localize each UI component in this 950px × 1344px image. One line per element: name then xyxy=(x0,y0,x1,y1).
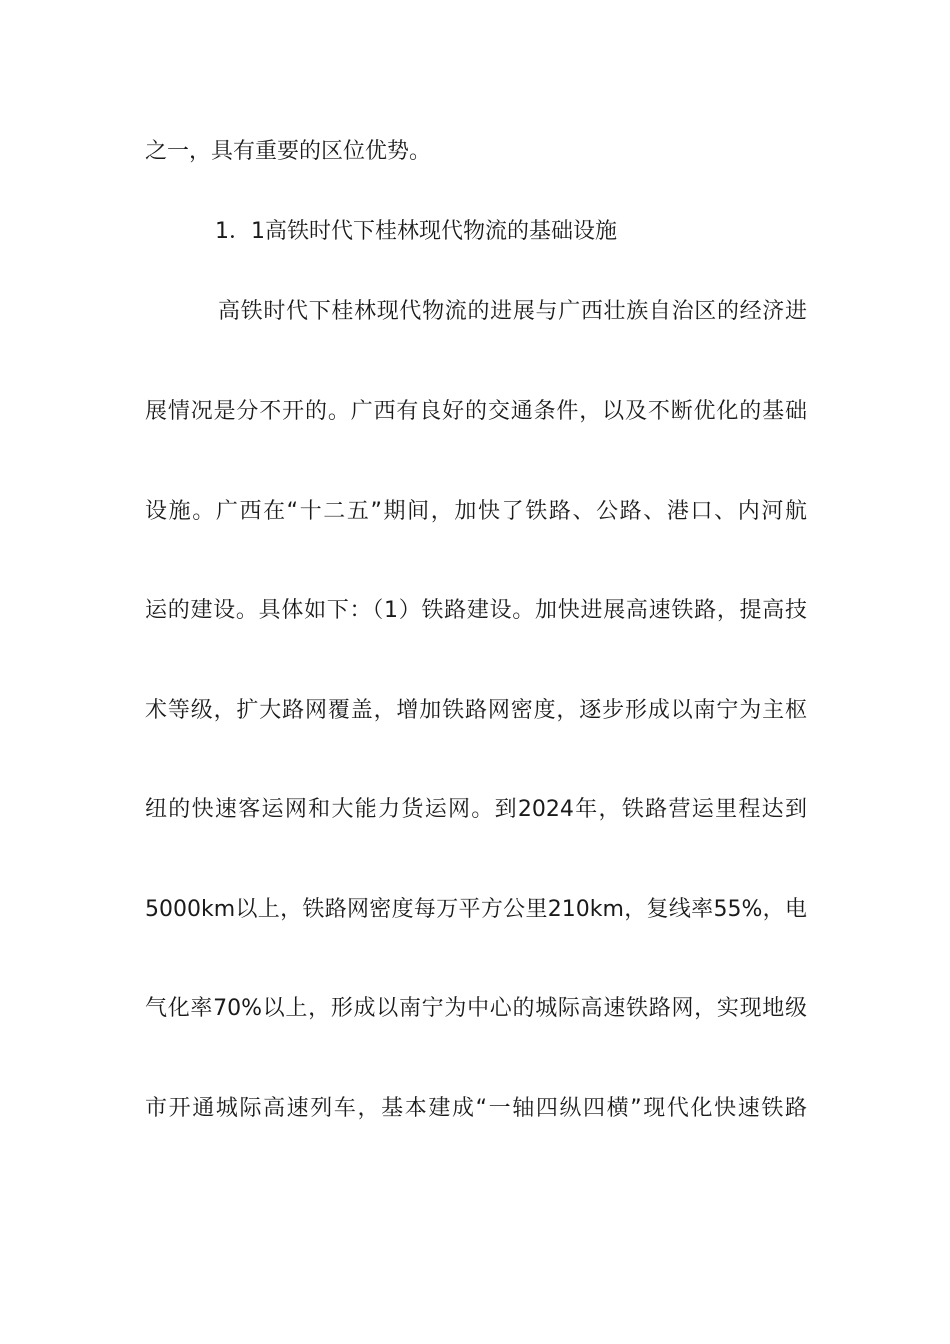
paragraph-line: 市开通城际高速列车，基本建成“一轴四纵四横”现代化快速铁路 xyxy=(145,1096,807,1121)
paragraph-line: 纽的快速客运网和大能力货运网。到2024年，铁路营运里程达到 xyxy=(145,797,807,822)
paragraph-line: 展情况是分不开的。广西有良好的交通条件，以及不断优化的基础 xyxy=(145,399,807,424)
paragraph-line: 术等级，扩大路网覆盖，增加铁路网密度，逐步形成以南宁为主枢 xyxy=(145,698,807,723)
paragraph-line-continuation: 之一，具有重要的区位优势。 xyxy=(145,139,432,164)
paragraph-line-first: 高铁时代下桂林现代物流的进展与广西壮族自治区的经济进 xyxy=(218,299,807,324)
paragraph-line: 5000km以上，铁路网密度每万平方公里210km，复线率55%，电 xyxy=(145,897,807,922)
paragraph-line: 运的建设。具体如下：（1）铁路建设。加快进展高速铁路，提高技 xyxy=(145,598,807,623)
section-heading: 1．1高铁时代下桂林现代物流的基础设施 xyxy=(215,219,617,244)
paragraph-line: 气化率70%以上，形成以南宁为中心的城际高速铁路网，实现地级 xyxy=(145,996,807,1021)
paragraph-line: 设施。广西在“十二五”期间，加快了铁路、公路、港口、内河航 xyxy=(145,499,807,524)
